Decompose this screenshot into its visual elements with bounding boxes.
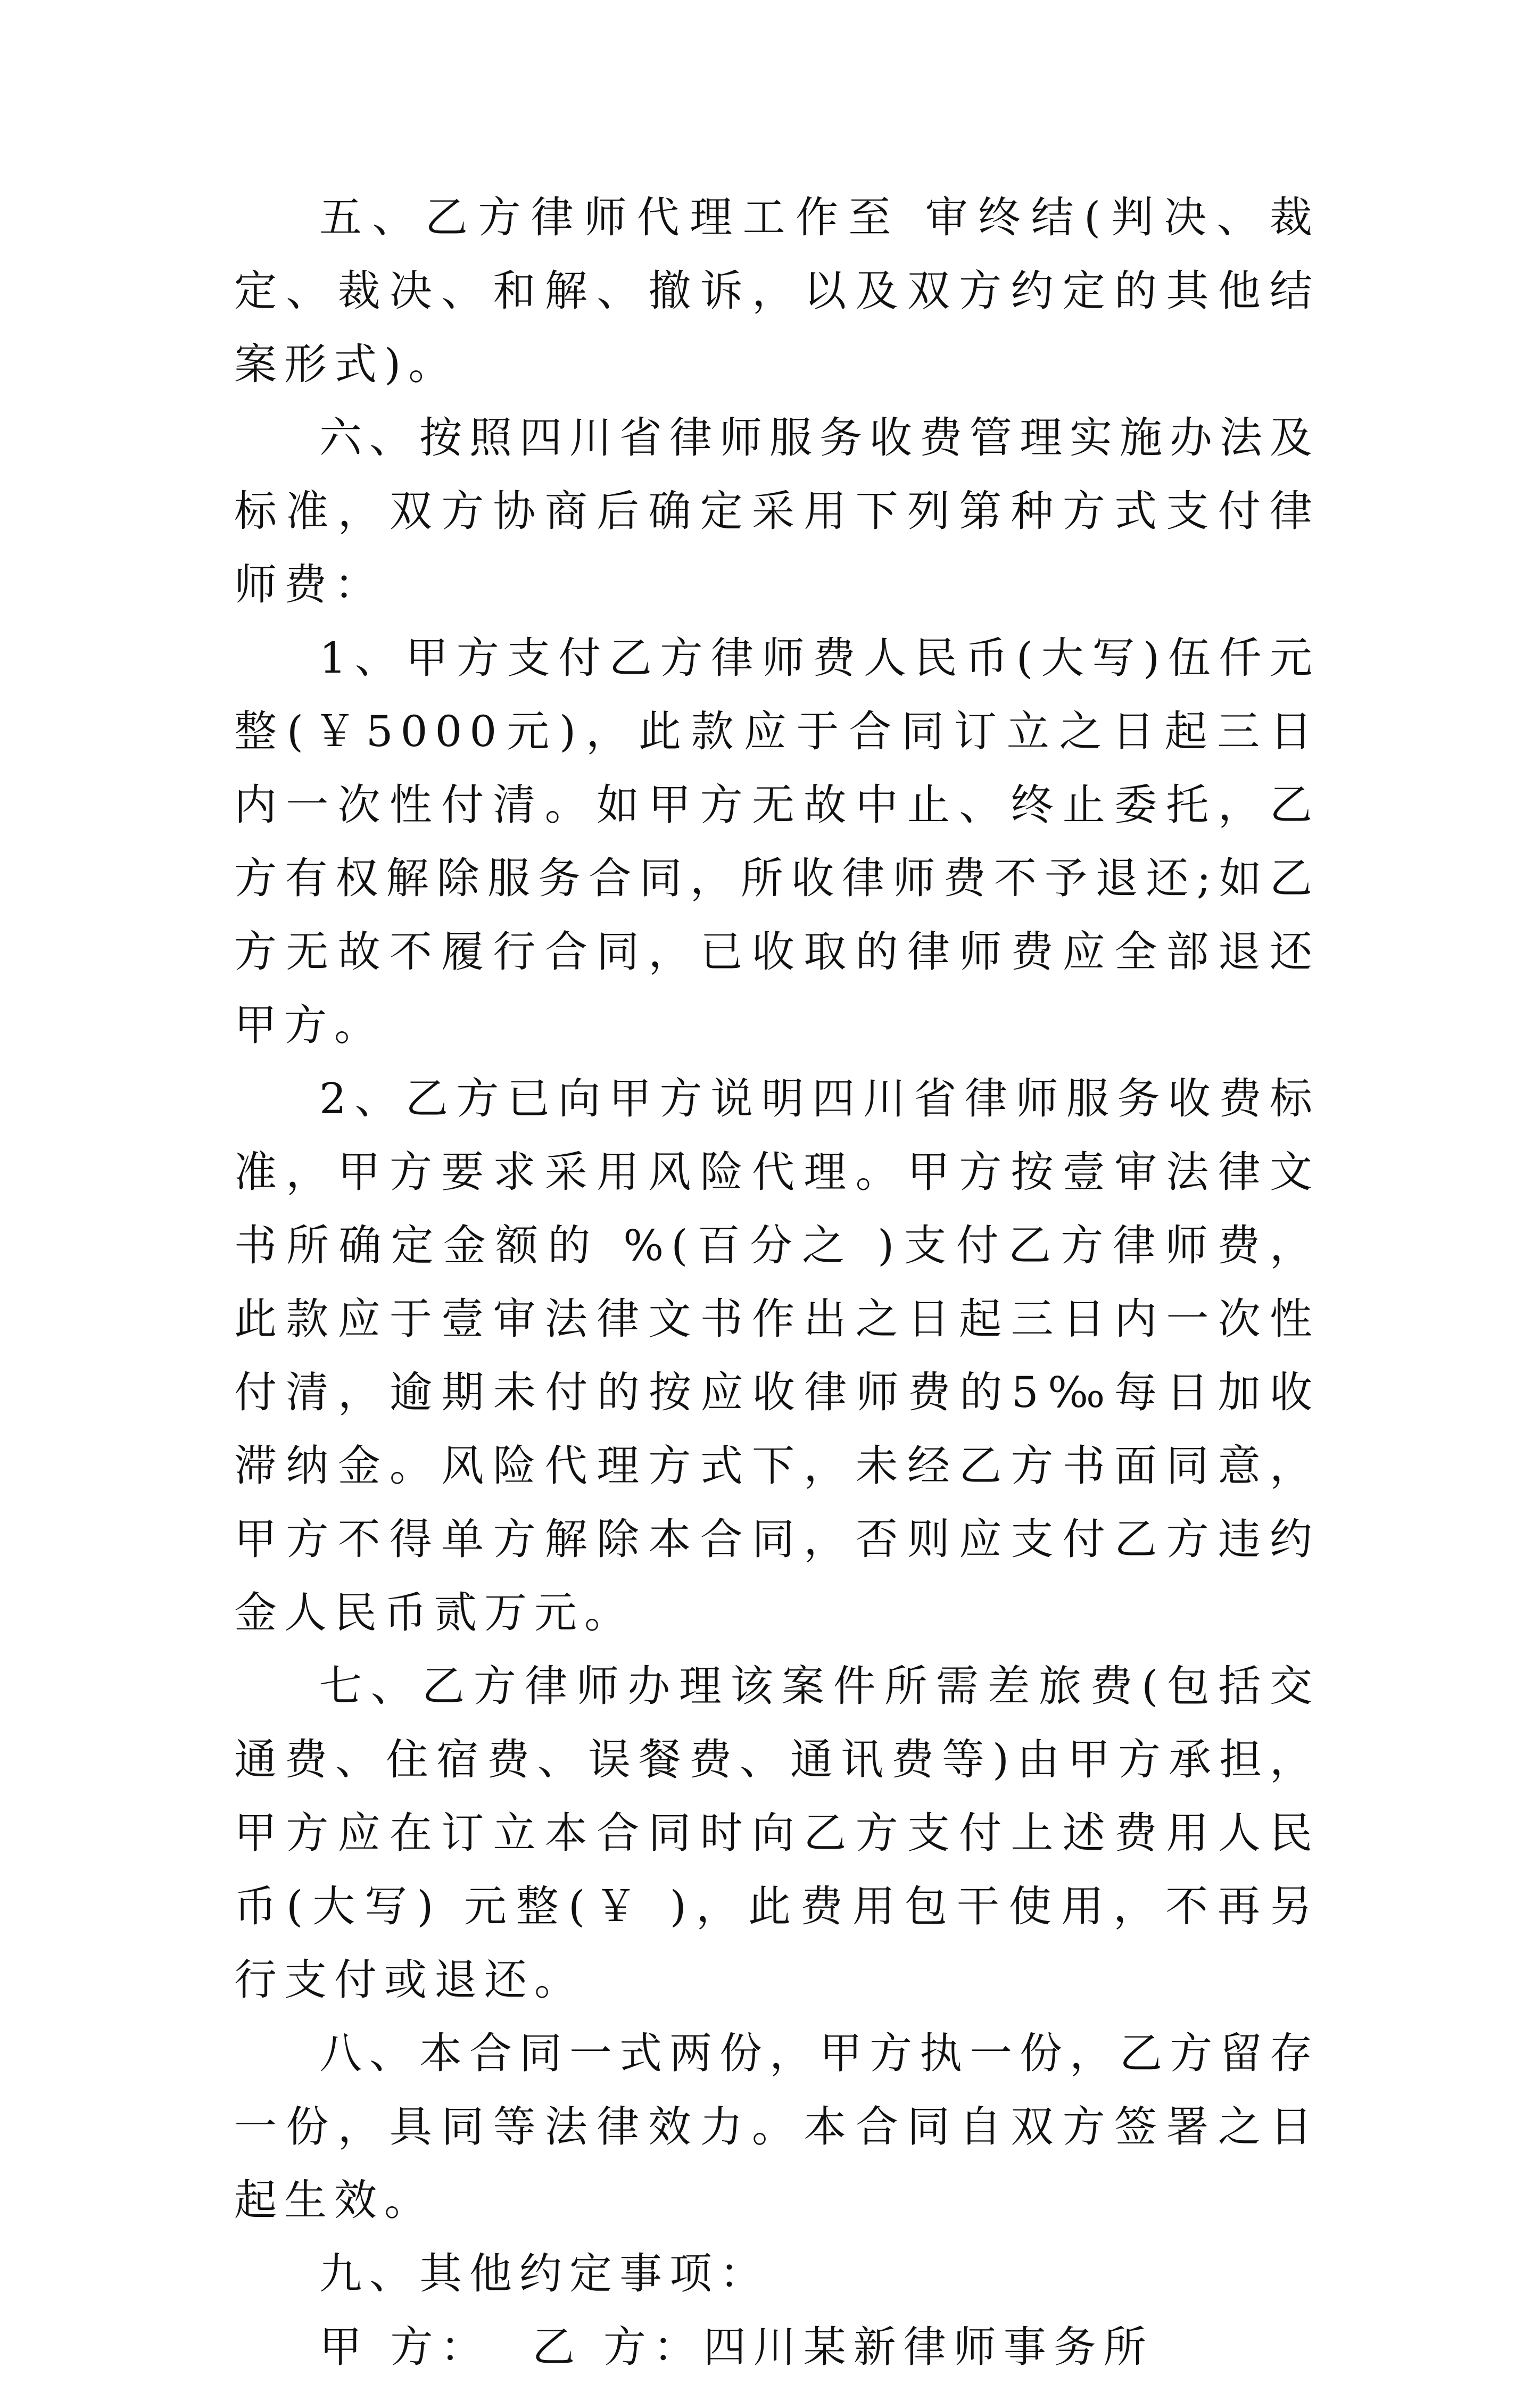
- clause-5: 五、乙方律师代理工作至 审终结(判决、裁定、裁决、和解、撤诉，以及双方约定的其他结案形式)。: [234, 193, 1320, 389]
- clause-6-option-1: 1、甲方支付乙方律师费人民币(大写)伍仟元整(￥5000元)，此款应于合同订立之日起三日内一次性付清。如甲方无故中止、终止委托，乙方有权解除服务合同，所收律师费不予退还;如乙方无故不履行合同，已收取的律师费应全部退还甲方。: [234, 633, 1320, 1050]
- signature-line: 甲 方： 乙 方：四川某新律师事务所: [319, 2322, 1154, 2372]
- clause-9: 九、其他约定事项：: [319, 2249, 769, 2298]
- clause-6: 六、按照四川省律师服务收费管理实施办法及标准，双方协商后确定采用下列第种方式支付律师费：: [234, 413, 1320, 609]
- clause-8: 八、本合同一式两份，甲方执一份，乙方留存一份，具同等法律效力。本合同自双方签署之日起生效。: [234, 2029, 1320, 2225]
- clause-7: 七、乙方律师办理该案件所需差旅费(包括交通费、住宿费、误餐费、通讯费等)由甲方承担，甲方应在订立本合同时向乙方支付上述费用人民币(大写) 元整(￥ )，此费用包干使用，不再另行支付或退还。: [234, 1661, 1320, 2005]
- contract-body: [234, 181, 1320, 2384]
- clause-6-option-2: 2、乙方已向甲方说明四川省律师服务收费标准，甲方要求采用风险代理。甲方按壹审法律文书所确定金额的 %(百分之 )支付乙方律师费，此款应于壹审法律文书作出之日起三日内一次性付清，逾期未付的按应收律师费的5‰每日加收滞纳金。风险代理方式下，未经乙方书面同意，甲方不得单方解除本合同，否则应支付乙方违约金人民币贰万元。: [234, 1074, 1320, 1637]
